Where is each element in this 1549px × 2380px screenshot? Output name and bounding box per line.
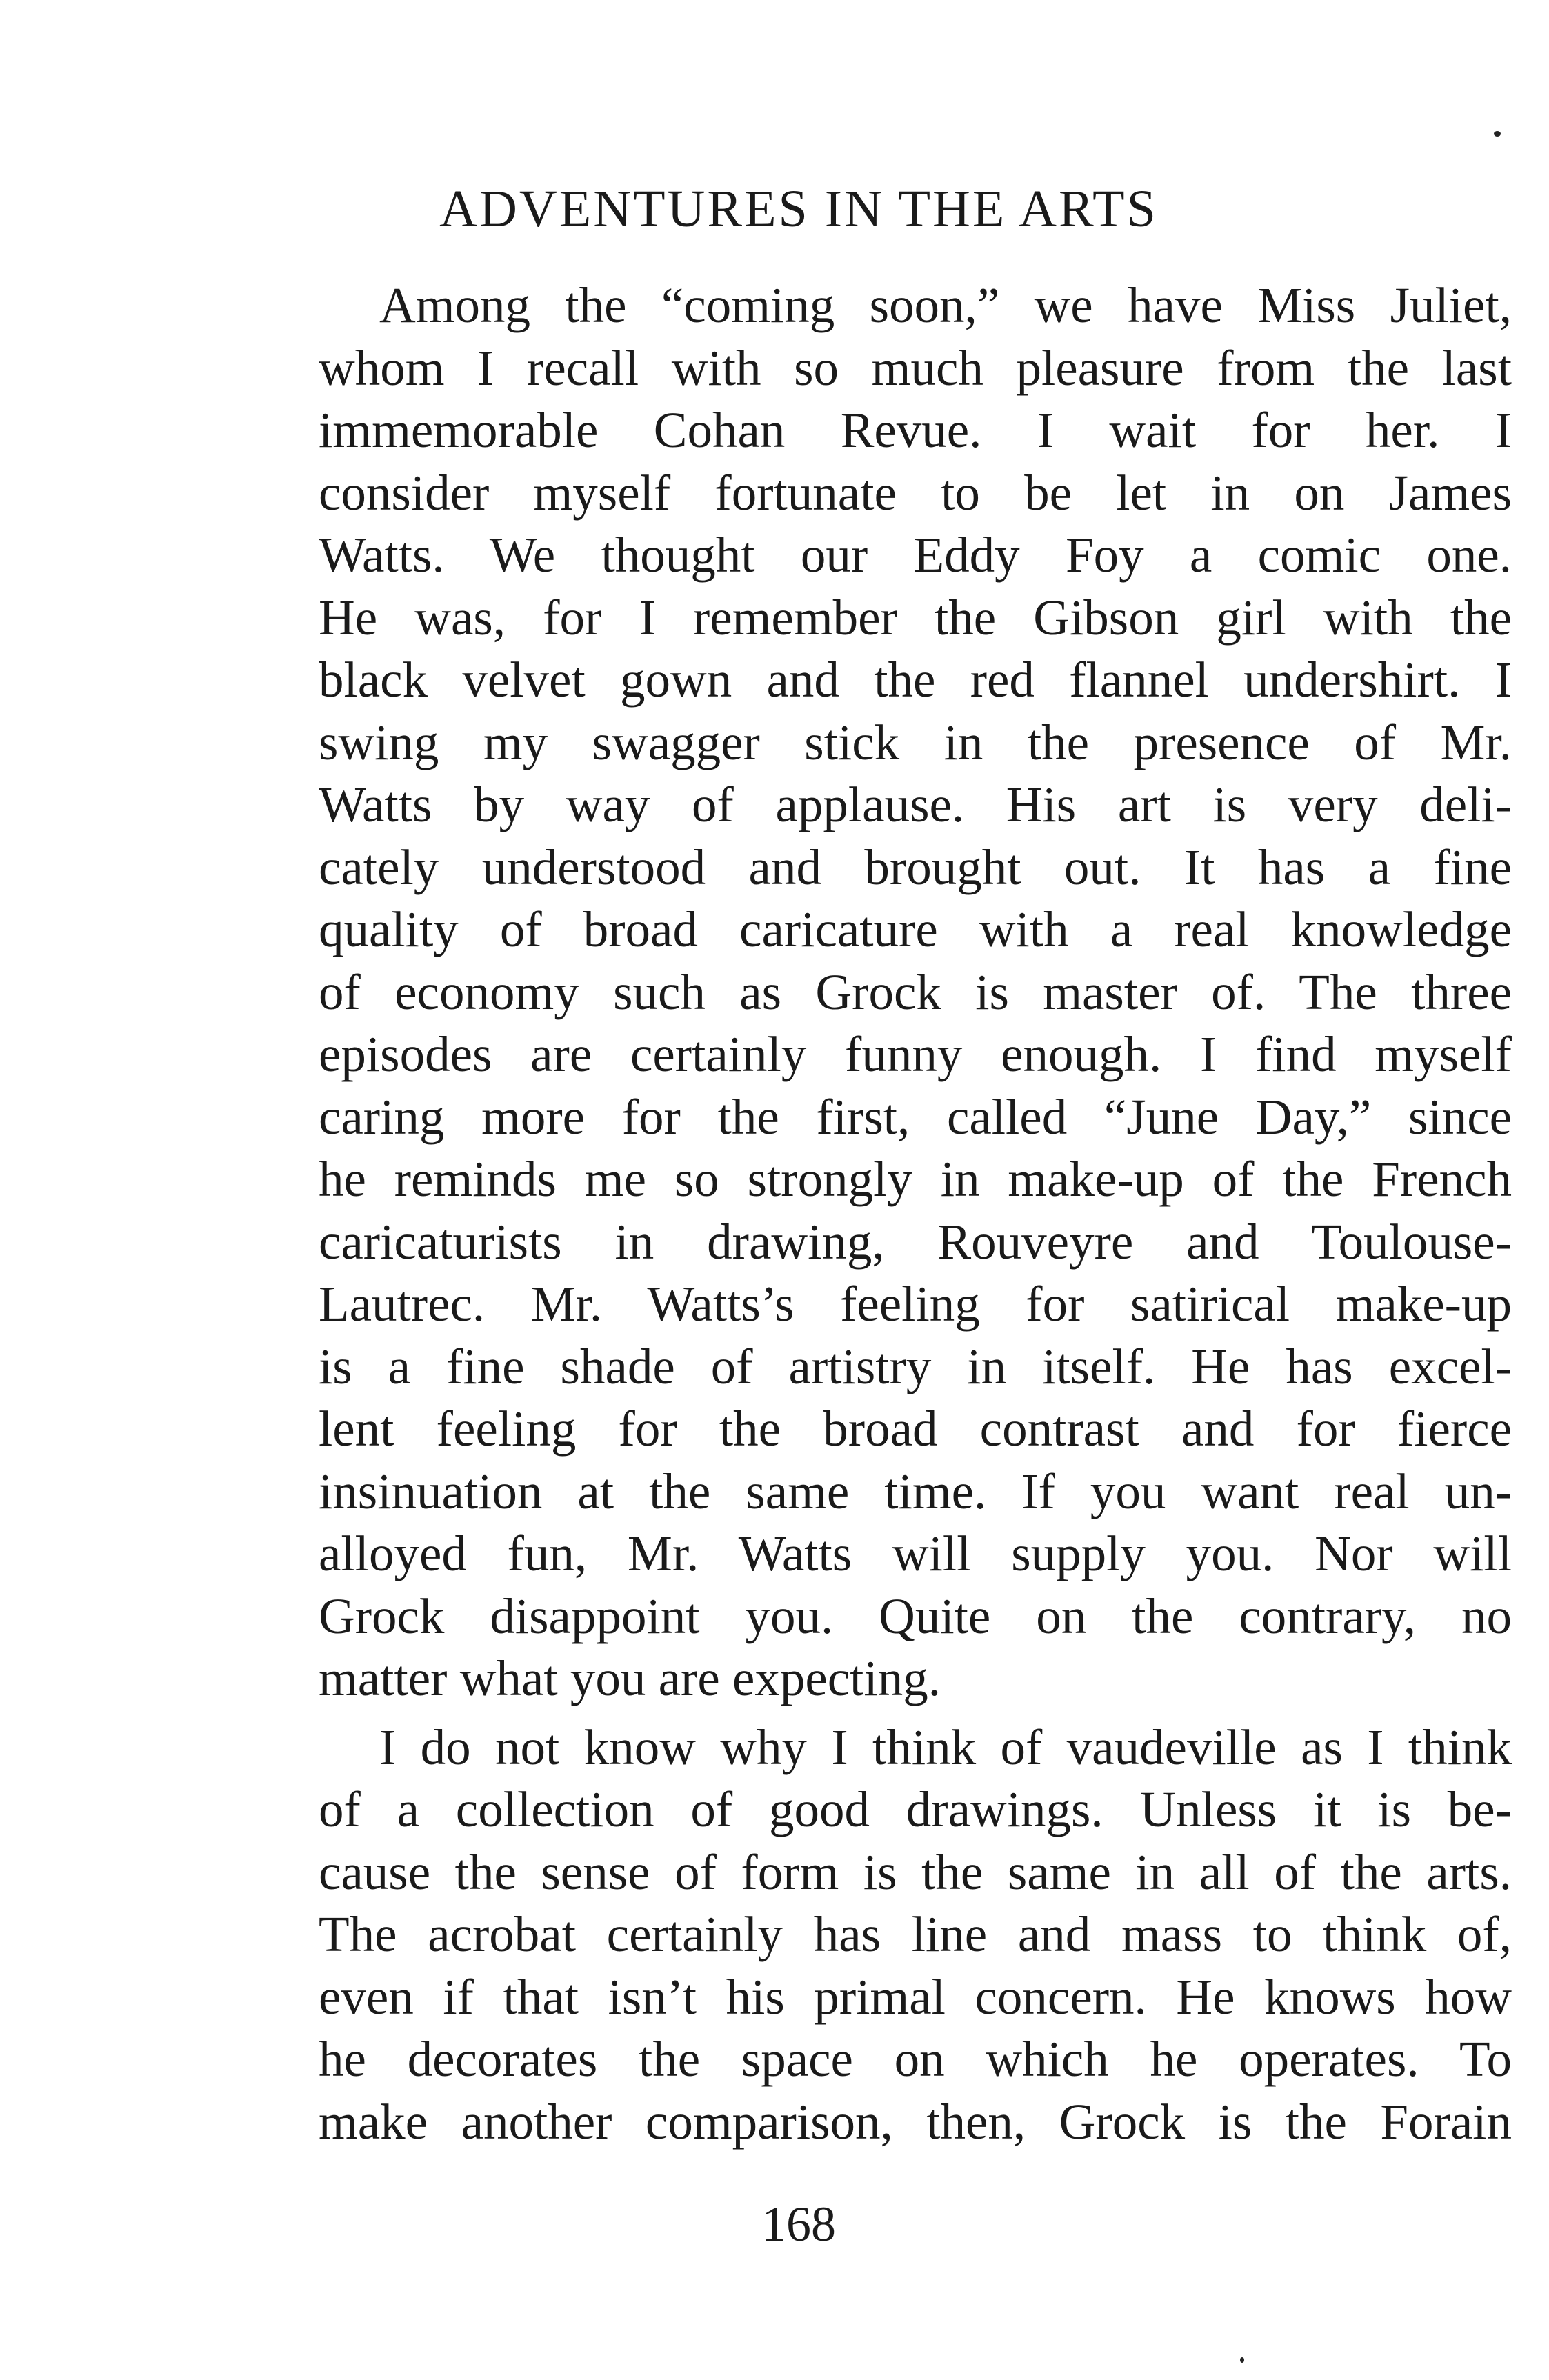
text-line: consider myself fortunate to be let in on James (319, 464, 1512, 521)
text-line: Grock disappoint you. Quite on the contrary, no (319, 1588, 1512, 1644)
text-line: matter what you are expecting. (319, 1650, 941, 1706)
text-line: is a fine shade of artistry in itself. He has excel- (319, 1338, 1512, 1394)
text-line: caricaturists in drawing, Rouveyre and Toulouse- (319, 1213, 1512, 1270)
text-line: Among the “coming soon,” we have Miss Juliet, (379, 277, 1512, 333)
text-line: lent feeling for the broad contrast and for fierce (319, 1401, 1512, 1457)
text-line: black velvet gown and the red flannel undershirt. I (319, 652, 1512, 708)
scan-speck (1494, 131, 1501, 137)
text-line: Watts by way of applause. His art is very deli- (319, 777, 1512, 832)
text-line: alloyed fun, Mr. Watts will supply you. Nor will (319, 1526, 1512, 1581)
text-line: caring more for the first, called “June Day,” since (319, 1088, 1512, 1145)
text-line: episodes are certainly funny enough. I find myself (319, 1026, 1512, 1082)
text-line: cause the sense of form is the same in all of the arts. (319, 1843, 1512, 1900)
text-line: he reminds me so strongly in make-up of the French (319, 1151, 1512, 1207)
text-line: Lautrec. Mr. Watts’s feeling for satirical make-up (319, 1276, 1512, 1332)
text-line: he decorates the space on which he operates. To (319, 2031, 1512, 2087)
text-line: cately understood and brought out. It has a fine (319, 839, 1512, 895)
running-head: ADVENTURES IN THE ARTS (439, 180, 1158, 238)
text-line: whom I recall with so much pleasure from the last (319, 339, 1512, 396)
body-text (319, 274, 1512, 2153)
text-line: of economy such as Grock is master of. The three (319, 963, 1512, 1020)
text-line: of a collection of good drawings. Unless it is be- (319, 1781, 1512, 1837)
text-line: quality of broad caricature with a real knowledge (319, 901, 1512, 957)
text-line: Watts. We thought our Eddy Foy a comic one. (319, 527, 1512, 583)
text-line: insinuation at the same time. If you want real un- (319, 1463, 1512, 1519)
text-line: immemorable Cohan Revue. I wait for her. I (319, 402, 1512, 458)
text-line: even if that isn’t his primal concern. He knows how (319, 1968, 1512, 2025)
page-number: 168 (761, 2197, 836, 2252)
text-line: swing my swagger stick in the presence of Mr. (319, 714, 1512, 770)
text-line: He was, for I remember the Gibson girl with the (319, 589, 1512, 646)
text-line: The acrobat certainly has line and mass to think of, (319, 1906, 1512, 1962)
text-line: make another comparison, then, Grock is the Forain (319, 2093, 1512, 2150)
scan-speck (1240, 2357, 1244, 2363)
text-line: I do not know why I think of vaudeville as I think (379, 1719, 1512, 1775)
